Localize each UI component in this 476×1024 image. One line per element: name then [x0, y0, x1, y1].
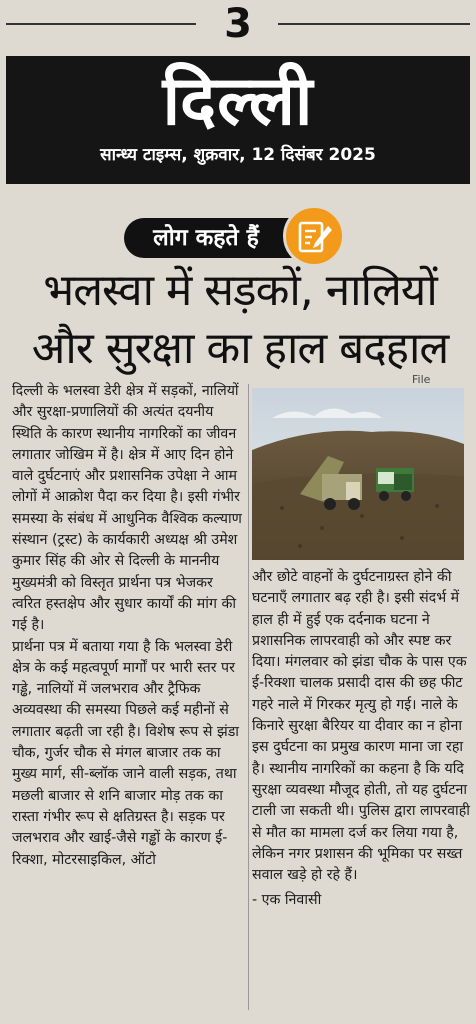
headline-line-1: भलस्वा में सड़कों, नालियों [43, 265, 437, 316]
header-rule-right [278, 23, 470, 25]
edit-note-icon [283, 205, 345, 267]
column-label: लोग कहते हैं [124, 218, 310, 258]
masthead-city: दिल्ली [162, 62, 314, 141]
masthead [6, 56, 470, 184]
article-paragraph-2: प्रार्थना पत्र में बताया गया है कि भलस्वा डेरी क्षेत्र के कई महत्वपूर्ण मार्गों पर भारी स्तर पर गड्ढे, नालियों में जलभराव और ट्रैफिक अव्यवस्था की समस्या पिछले कई महीनों से लगातार बढ़ती जा रही है। विशेष रूप से झंडा चौक, गुर्जर चौक से मंगल बाजार तक का मुख्य मार्ग, सी-ब्लॉक जाने वाली सड़क, तथा मछली बाजार से शनि बाजार मोड़ तक का रास्ता गंभीर रूप से क्षतिग्रस्त है। सड़क पर जलभराव और खाई-जैसे गड्ढों के कारण ई-रिक्शा, मोटरसाइकिल, ऑटो [12, 638, 239, 868]
article-paragraph-1: दिल्ली के भलस्वा डेरी क्षेत्र में सड़कों, नालियों और सुरक्षा-प्रणालियों की अत्यंत दयनीय स्थिति के कारण स्थानीय नागरिकों का जीवन लगातार जोखिम में है। क्षेत्र में आए दिन होने वाले दुर्घटनाएं और प्रशासनिक उपेक्षा ने आम लोगों में आक्रोश पैदा कर दिया है। इसी गंभीर समस्या के संबंध में आधुनिक वैश्विक कल्याण संस्थान (ट्रस्ट) के कार्यकारी अध्यक्ष श्री उमेश कुमार सिंह की ओर से दिल्ली के माननीय मुख्यमंत्री को विस्तृत प्रार्थना पत्र भेजकर त्वरित हस्तक्षेप और सुधार कार्यों की मांग की गई है। [12, 383, 242, 634]
headline-line-2: और सुरक्षा का हाल बदहाल [31, 323, 449, 374]
article-paragraph-3: और छोटे वाहनों के दुर्घटनाग्रस्त होने की घटनाएँ लगातार बढ़ रही है। इसी संदर्भ में हाल ही में हुई एक दर्दनाक घटना ने प्रशासनिक लापरवाही को और स्पष्ट कर दिया। मंगलवार को झंडा चौक के पास एक ई-रिक्शा चालक प्रसादी दास की छह फीट गहरे नाले में गिरकर मृत्यु हो गई। नाले के किनारे सुरक्षा बैरियर या दीवार का न होना इस दुर्घटना का प्रमुख कारण माना जा रहा है। स्थानीय नागरिकों का कहना है कि यदि सुरक्षा व्यवस्था मौजूद होती, तो यह दुर्घटना टाली जा सकती थी। पुलिस द्वारा लापरवाही से मौत का मामला दर्ज कर लिया गया है, लेकिन नगर प्रशासन की भूमिका पर सख्त सवाल खड़े हो रहे हैं। [252, 569, 470, 884]
page-header [0, 0, 476, 56]
page-number: 3 [224, 1, 252, 47]
article-right-column [252, 567, 470, 912]
column-divider [248, 384, 249, 1010]
article-photo [252, 388, 464, 560]
article-left-column [12, 381, 246, 871]
masthead-dateline: सान्ध्य टाइम्स, शुक्रवार, 12 दिसंबर 2025 [100, 145, 376, 165]
article-headline [10, 262, 470, 378]
article-signature: - एक निवासी [252, 892, 322, 909]
header-rule-left [6, 23, 196, 25]
photo-credit: File [412, 373, 431, 386]
